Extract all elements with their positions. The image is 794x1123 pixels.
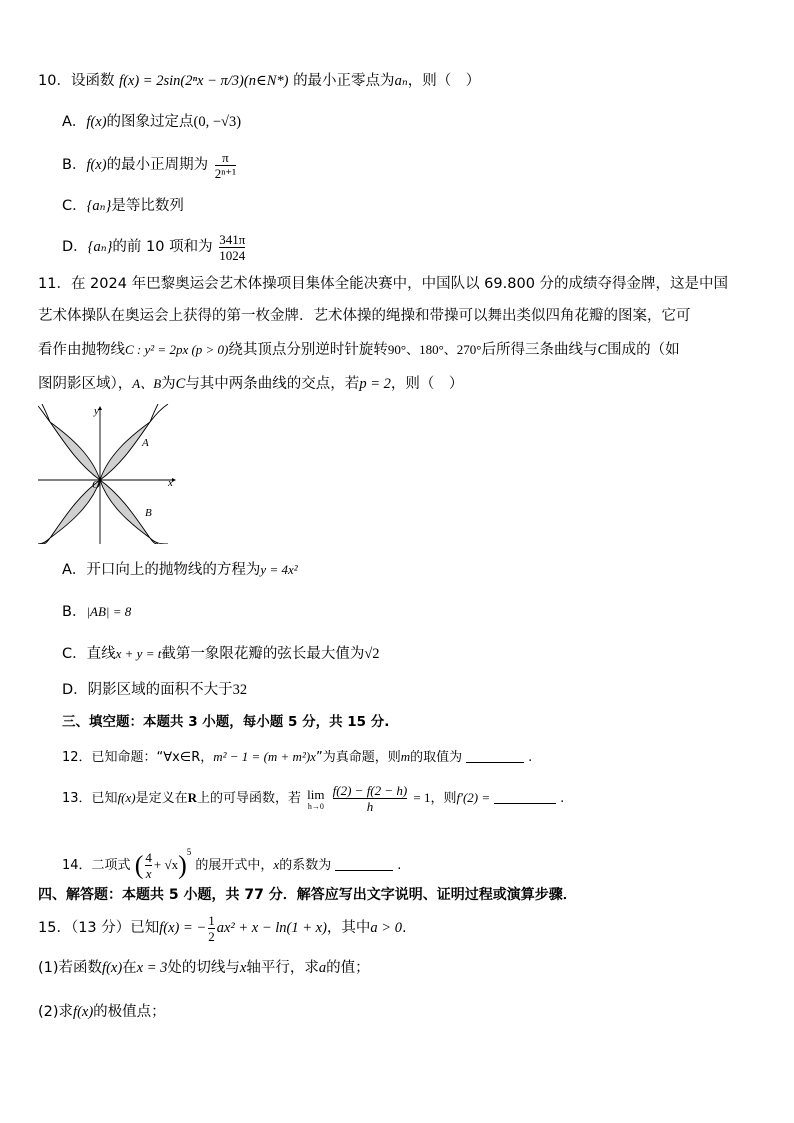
q10-option-d: D．{aₙ}的前 10 项和为 $\frac{341\pi}{1024}$ [62,231,246,263]
x-axis-label: x [168,477,173,489]
q11-line1: 11．在 2024 年巴黎奥运会艺术体操项目集体全能决赛中，中国队以 69.800 分的成绩夺得金牌，这是中国 [38,276,729,292]
q12: 12．已知命题：“∀x∈R，m² − 1 = (m + m²)x”为真命题，则m的取值为 . [62,749,533,765]
q13: 13．已知f(x)是定义在R上的可导函数，若 lim h→0 $\frac{f(2) - f(2 - h)}{h}$ = 1，则f′(2) = . [62,783,565,814]
fraction: $\frac{341\pi}{1024}$ [219,231,246,263]
petal-figure [38,404,178,544]
q11-option-a: A．开口向上的抛物线的方程为y = 4x² [62,562,298,578]
q10-function: f(x) = 2sin(2ⁿx − π/3)(n∈N*) [119,73,289,89]
origin-label: O [92,479,100,491]
q11-line2: 艺术体操队在奥运会上获得的第一枚金牌．艺术体操的绳操和带操可以舞出类似四角花瓣的图案，它可 [38,308,691,324]
difference-quotient: $\frac{f(2) - f(2 - h)}{h}$ [332,783,408,814]
petal-q4 [100,480,150,538]
petal-q1 [100,422,150,480]
y-axis-label: y [94,405,99,417]
q10-option-b: B．f(x)的最小正周期为 $\frac{\pi}{\text{2ⁿ⁺¹}}$ [62,149,237,181]
section-4-title: 四、解答题：本题共 5 小题，共 77 分．解答应写出文字说明、证明过程或演算步骤． [38,887,577,903]
q10-stem: 10．设函数 f(x) = 2sin(2ⁿx − π/3)(n∈N*) 的最小正零点为aₙ，则（ ） [38,73,481,89]
q10-option-a: A．f(x)的图象过定点(0, −√3) [62,114,242,130]
q11-line3: 看作由抛物线C : y² = 2px (p > 0)绕其顶点分别逆时针旋转90°、180°、270°后所得三条曲线与C围成的（如 [38,342,680,358]
section-3-title: 三、填空题：本题共 3 小题，每小题 5 分，共 15 分. [62,714,390,730]
q10-option-c: C．{aₙ}是等比数列 [62,198,184,214]
point-a-label: A [142,437,149,449]
answer-blank[interactable] [494,803,556,804]
q11-line4: 图阴影区域），A、B为C与其中两条曲线的交点，若p = 2，则（ ） [38,376,464,392]
q15-stem: 15．（13 分）已知f(x) = − $\frac{1}{2}$ ax² + x − ln(1 + x)，其中a > 0. [38,912,407,944]
fraction: $\frac{1}{2}$ [208,912,215,944]
q14: 14．二项式 ( $\frac{4}{x}$ + √x)$^5$ 的展开式中，x的系数为 . [62,847,402,881]
answer-blank[interactable] [466,762,524,763]
q11-option-b: B．|AB| = 8 [62,604,132,620]
fraction: $\frac{\pi}{\text{2ⁿ⁺¹}}$ [214,149,237,181]
point-b-label: B [145,507,152,519]
limit: lim h→0 [307,786,325,811]
q11-option-d: D．阴影区域的面积不大于32 [62,682,248,698]
fraction: $\frac{4}{x}$ [145,850,152,881]
q11-option-c: C．直线x + y = t截第一象限花瓣的弦长最大值为√2 [62,646,380,662]
answer-blank[interactable] [335,870,393,871]
q15-part-2: (2)求f(x)的极值点； [38,1004,166,1020]
q15-part-1: (1)若函数f(x)在x = 3处的切线与x轴平行，求a的值； [38,960,370,976]
petal-q2 [50,422,100,480]
